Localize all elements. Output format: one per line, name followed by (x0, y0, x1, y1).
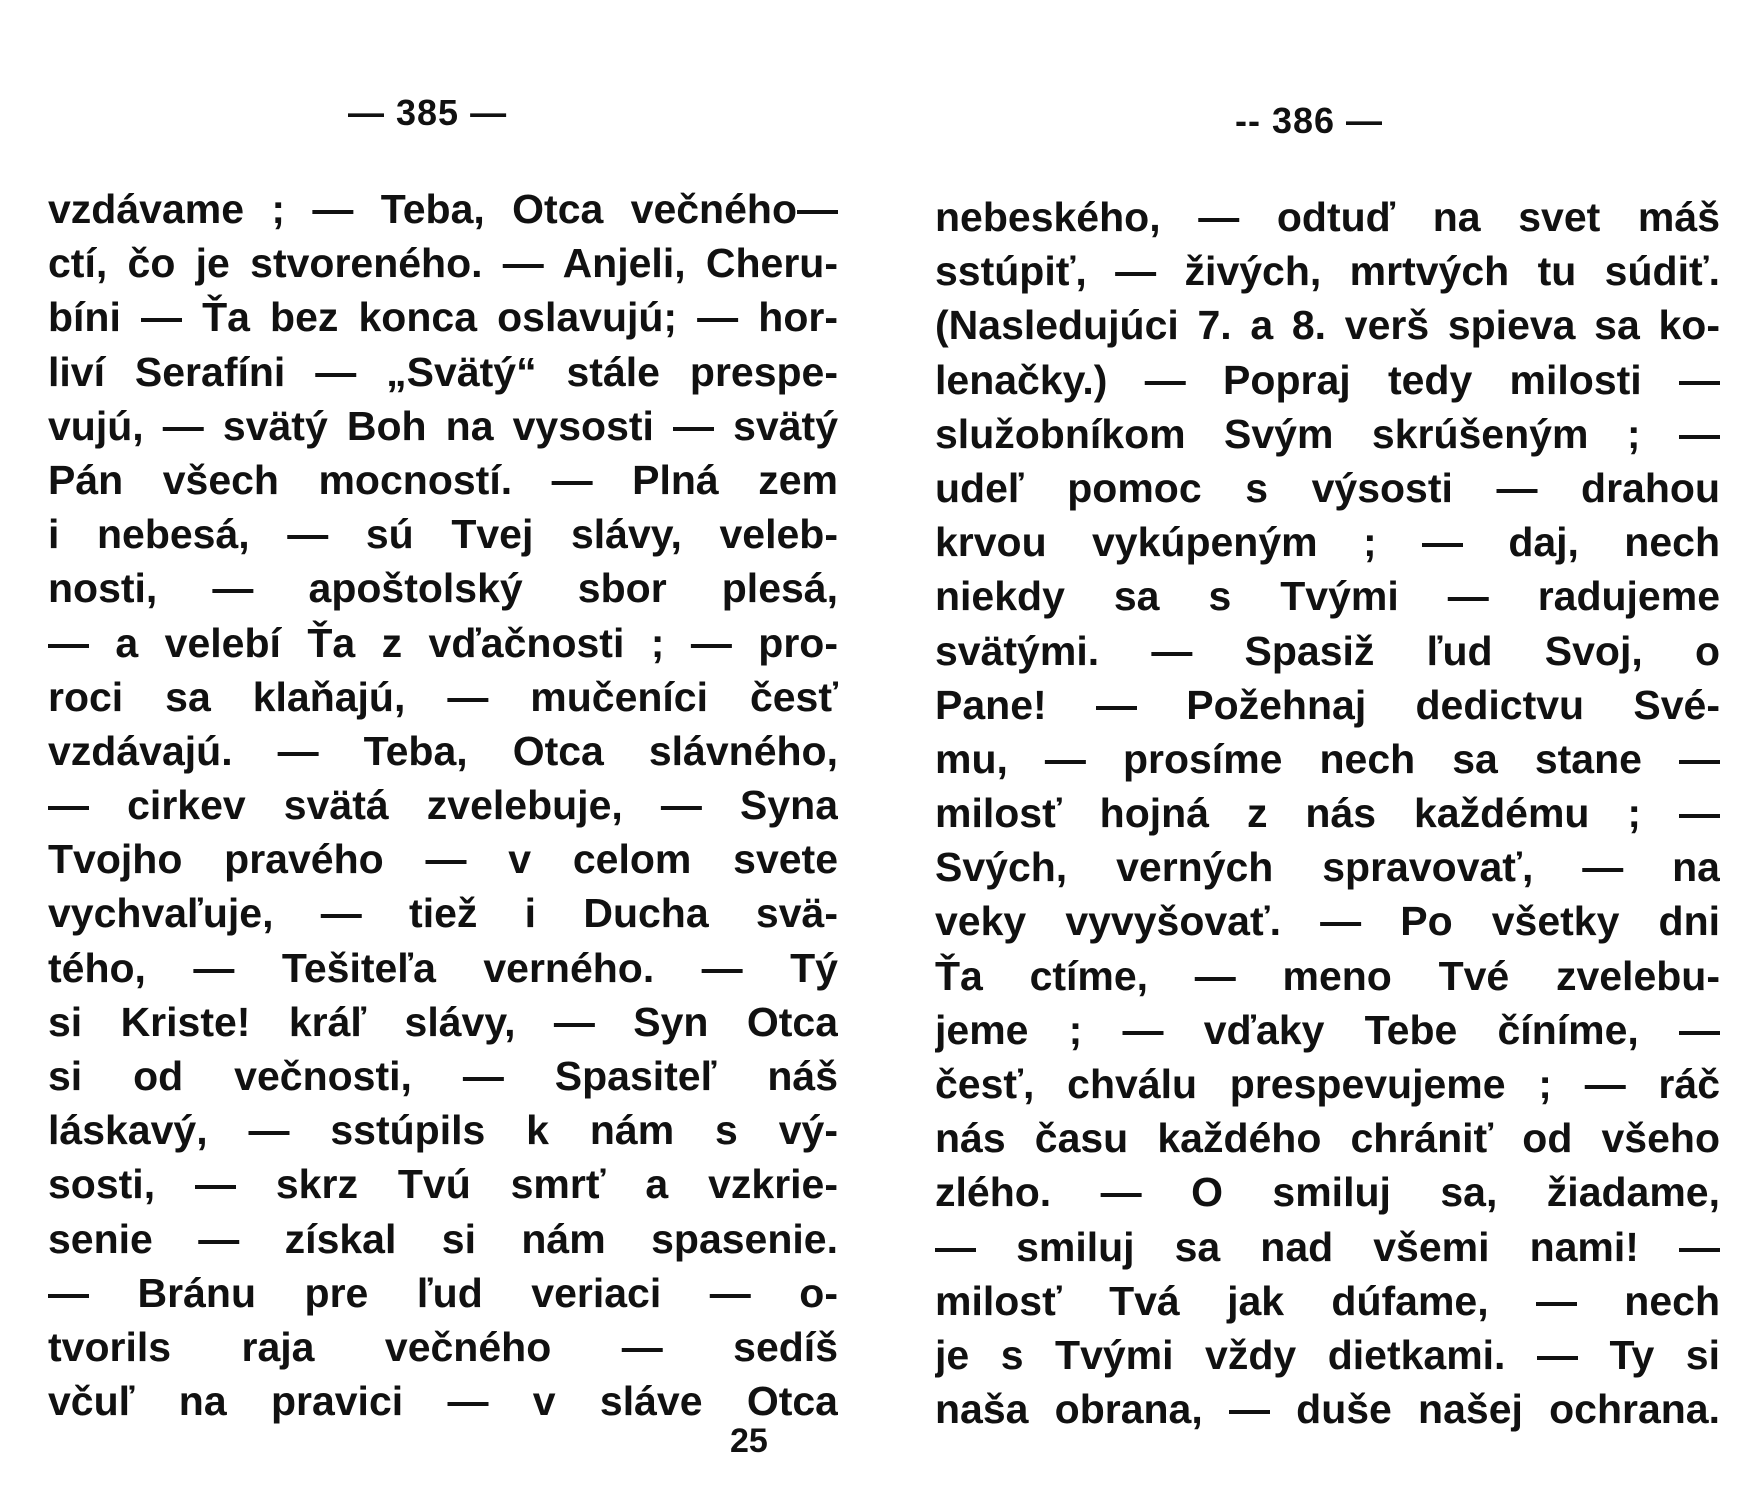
right-page (935, 0, 1720, 1500)
text-line: nebeského, — odtuď na svet máš (935, 194, 1720, 240)
text-line: veky vyvyšovať. — Po všetky dni (935, 898, 1720, 945)
text-line: (Nasledujúci 7. a 8. verš spieva sa ko- (935, 302, 1720, 349)
text-line: nosti, — apoštolský sbor plesá, (48, 565, 838, 612)
text-line: lenačky.) — Popraj tedy milosti — (935, 356, 1720, 403)
text-line: svätými. — Spasiž ľud Svoj, o (935, 627, 1720, 674)
text-line: Ťa ctíme, — meno Tvé zvelebu- (935, 952, 1720, 999)
text-line: milosť Tvá jak dúfame, — nech (935, 1277, 1720, 1324)
text-line: liví Serafíni — „Svätý“ stále prespe- (48, 348, 838, 395)
text-line: milosť hojná z nás každému ; — (935, 790, 1720, 837)
text-line: láskavý, — sstúpils k nám s vý- (48, 1107, 838, 1154)
text-line: včuľ na pravici — v sláve Otca (48, 1378, 838, 1425)
text-line: niekdy sa s Tvými — radujeme (935, 573, 1720, 620)
text-line: krvou vykúpeným ; — daj, nech (935, 519, 1720, 566)
text-line: — Bránu pre ľud veriaci — o- (48, 1269, 838, 1316)
text-line: senie — získal si nám spasenie. (48, 1215, 838, 1262)
text-line: — cirkev svätá zvelebuje, — Syna (48, 782, 838, 829)
text-line: je s Tvými vždy dietkami. — Ty si (935, 1331, 1720, 1378)
text-line: si Kriste! kráľ slávy, — Syn Otca (48, 998, 838, 1045)
left-page-number: — 385 — (348, 92, 508, 133)
text-line: si od večnosti, — Spasiteľ náš (48, 1053, 838, 1099)
left-page-text (48, 182, 838, 1428)
text-line: tého, — Tešiteľa verného. — Tý (48, 944, 838, 991)
text-line: Pán všech mocností. — Plná zem (48, 456, 838, 503)
text-line: Tvojho pravého — v celom svete (48, 836, 838, 883)
left-page (48, 0, 838, 1500)
text-line: vujú, — svätý Boh na vysosti — svätý (48, 402, 838, 449)
right-page-number: -- 386 — (1235, 100, 1384, 141)
text-line: tvorils raja večného — sedíš (48, 1323, 838, 1370)
text-line: sstúpiť, — živých, mrtvých tu súdiť. (935, 248, 1720, 295)
right-page-text (935, 190, 1720, 1436)
text-line: — smiluj sa nad všemi nami! — (935, 1223, 1720, 1270)
text-line: vzdávame ; — Teba, Otca večného— (48, 186, 838, 232)
text-line: nás času každého chrániť od všeho (935, 1115, 1720, 1162)
signature-mark: 25 (730, 1422, 768, 1460)
text-line: jeme ; — vďaky Tebe číníme, — (935, 1006, 1720, 1053)
text-line: udeľ pomoc s výsosti — drahou (935, 464, 1720, 511)
text-line: zlého. — O smiluj sa, žiadame, (935, 1169, 1720, 1216)
text-line: Pane! — Požehnaj dedictvu Své- (935, 681, 1720, 728)
text-line: ctí, čo je stvoreného. — Anjeli, Cheru- (48, 240, 838, 287)
text-line: služobníkom Svým skrúšeným ; — (935, 410, 1720, 457)
text-line: vzdávajú. — Teba, Otca slávného, (48, 727, 838, 774)
text-line: i nebesá, — sú Tvej slávy, veleb- (48, 511, 838, 558)
text-line: mu, — prosíme nech sa stane — (935, 735, 1720, 782)
text-line: vychvaľuje, — tiež i Ducha svä- (48, 890, 838, 937)
text-line: — a velebí Ťa z vďačnosti ; — pro- (48, 619, 838, 666)
text-line: roci sa klaňajú, — mučeníci česť (48, 673, 838, 720)
text-line: česť, chválu prespevujeme ; — ráč (935, 1061, 1720, 1107)
text-line: Svých, verných spravovať, — na (935, 844, 1720, 891)
text-line: naša obrana, — duše našej ochrana. (935, 1386, 1720, 1433)
text-line: bíni — Ťa bez konca oslavujú; — hor- (48, 294, 838, 341)
text-line: sosti, — skrz Tvú smrť a vzkrie- (48, 1161, 838, 1208)
